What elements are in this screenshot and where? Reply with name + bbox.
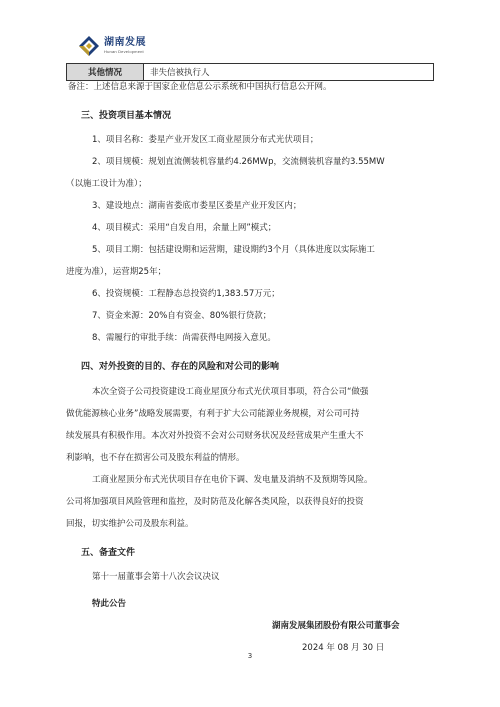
- list-item: 2、项目规模：规划直流侧装机容量约4.26MWp，交流侧装机容量约3.55MW: [92, 157, 385, 167]
- section-3-heading: 三、投资项目基本情况: [81, 111, 172, 121]
- signatory-company: 湖南发展集团股份有限公司董事会: [272, 621, 400, 631]
- paragraph-line: 续发展具有积极作用。本次对外投资不会对公司财务状况及经营成果产生重大不: [66, 431, 364, 441]
- list-item: 7、资金来源：20%自有资金、80%银行贷款；: [92, 311, 272, 321]
- section-5-heading: 五、备查文件: [81, 548, 136, 558]
- list-item-continuation: （以施工设计为准）；: [66, 179, 147, 189]
- page-number: 3: [247, 652, 253, 660]
- company-logo: [78, 34, 146, 58]
- list-item: 5、项目工期：包括建设期和运营期，建设期约3个月（具体进度以实际施工: [92, 245, 375, 255]
- paragraph-line: 利影响，也不存在损害公司及股东利益的情形。: [66, 453, 245, 463]
- closing-notice: 特此公告: [92, 599, 127, 609]
- list-item: 3、建设地点：湖南省娄底市娄星区娄星产业开发区内；: [92, 201, 302, 211]
- paragraph-line: 工商业屋顶分布式光伏项目存在电价下调、发电量及消纳不及预期等风险。: [92, 475, 373, 485]
- list-item: 1、项目名称：娄星产业开发区工商业屋顶分布式光伏项目；: [92, 135, 319, 145]
- list-item-continuation: 进度为准），运营期25年；: [66, 267, 167, 277]
- reference-document: 第十一届董事会第十八次会议决议: [92, 572, 220, 582]
- logo-name-cn: 湖南发展: [104, 37, 146, 48]
- info-table: [66, 63, 434, 81]
- section-4-heading: 四、对外投资的目的、存在的风险和对公司的影响: [81, 362, 280, 372]
- paragraph-line: 公司将加强项目风险管理和监控，及时防范及化解各类风险，以获得良好的投资: [66, 497, 364, 507]
- paragraph-line: 做优能源核心业务”战略发展需要，有利于扩大公司能源业务规模，对公司可持: [66, 409, 360, 419]
- list-item: 8、需履行的审批手续：尚需获得电网接入意见。: [92, 333, 276, 343]
- source-note: 备注：上述信息来源于国家企业信息公示系统和中国执行信息公开网。: [68, 82, 332, 92]
- announcement-date: 2024 年 08 月 30 日: [302, 643, 385, 653]
- paragraph-line: 回报，切实维护公司及股东利益。: [66, 519, 194, 529]
- table-cell-label: 其他情况: [67, 64, 144, 81]
- logo-mark-icon: [78, 35, 100, 57]
- table-row: [67, 64, 434, 81]
- list-item: 6、投资规模：工程静态总投资约1,383.57万元；: [92, 289, 280, 299]
- paragraph-line: 本次全资子公司投资建设工商业屋顶分布式光伏项目事项，符合公司“做强: [92, 387, 369, 397]
- table-cell-value: 非失信被执行人: [144, 64, 434, 81]
- list-item: 4、项目模式：采用“自发自用，余量上网”模式；: [92, 223, 277, 233]
- logo-name-en: Hunan Development: [104, 49, 144, 54]
